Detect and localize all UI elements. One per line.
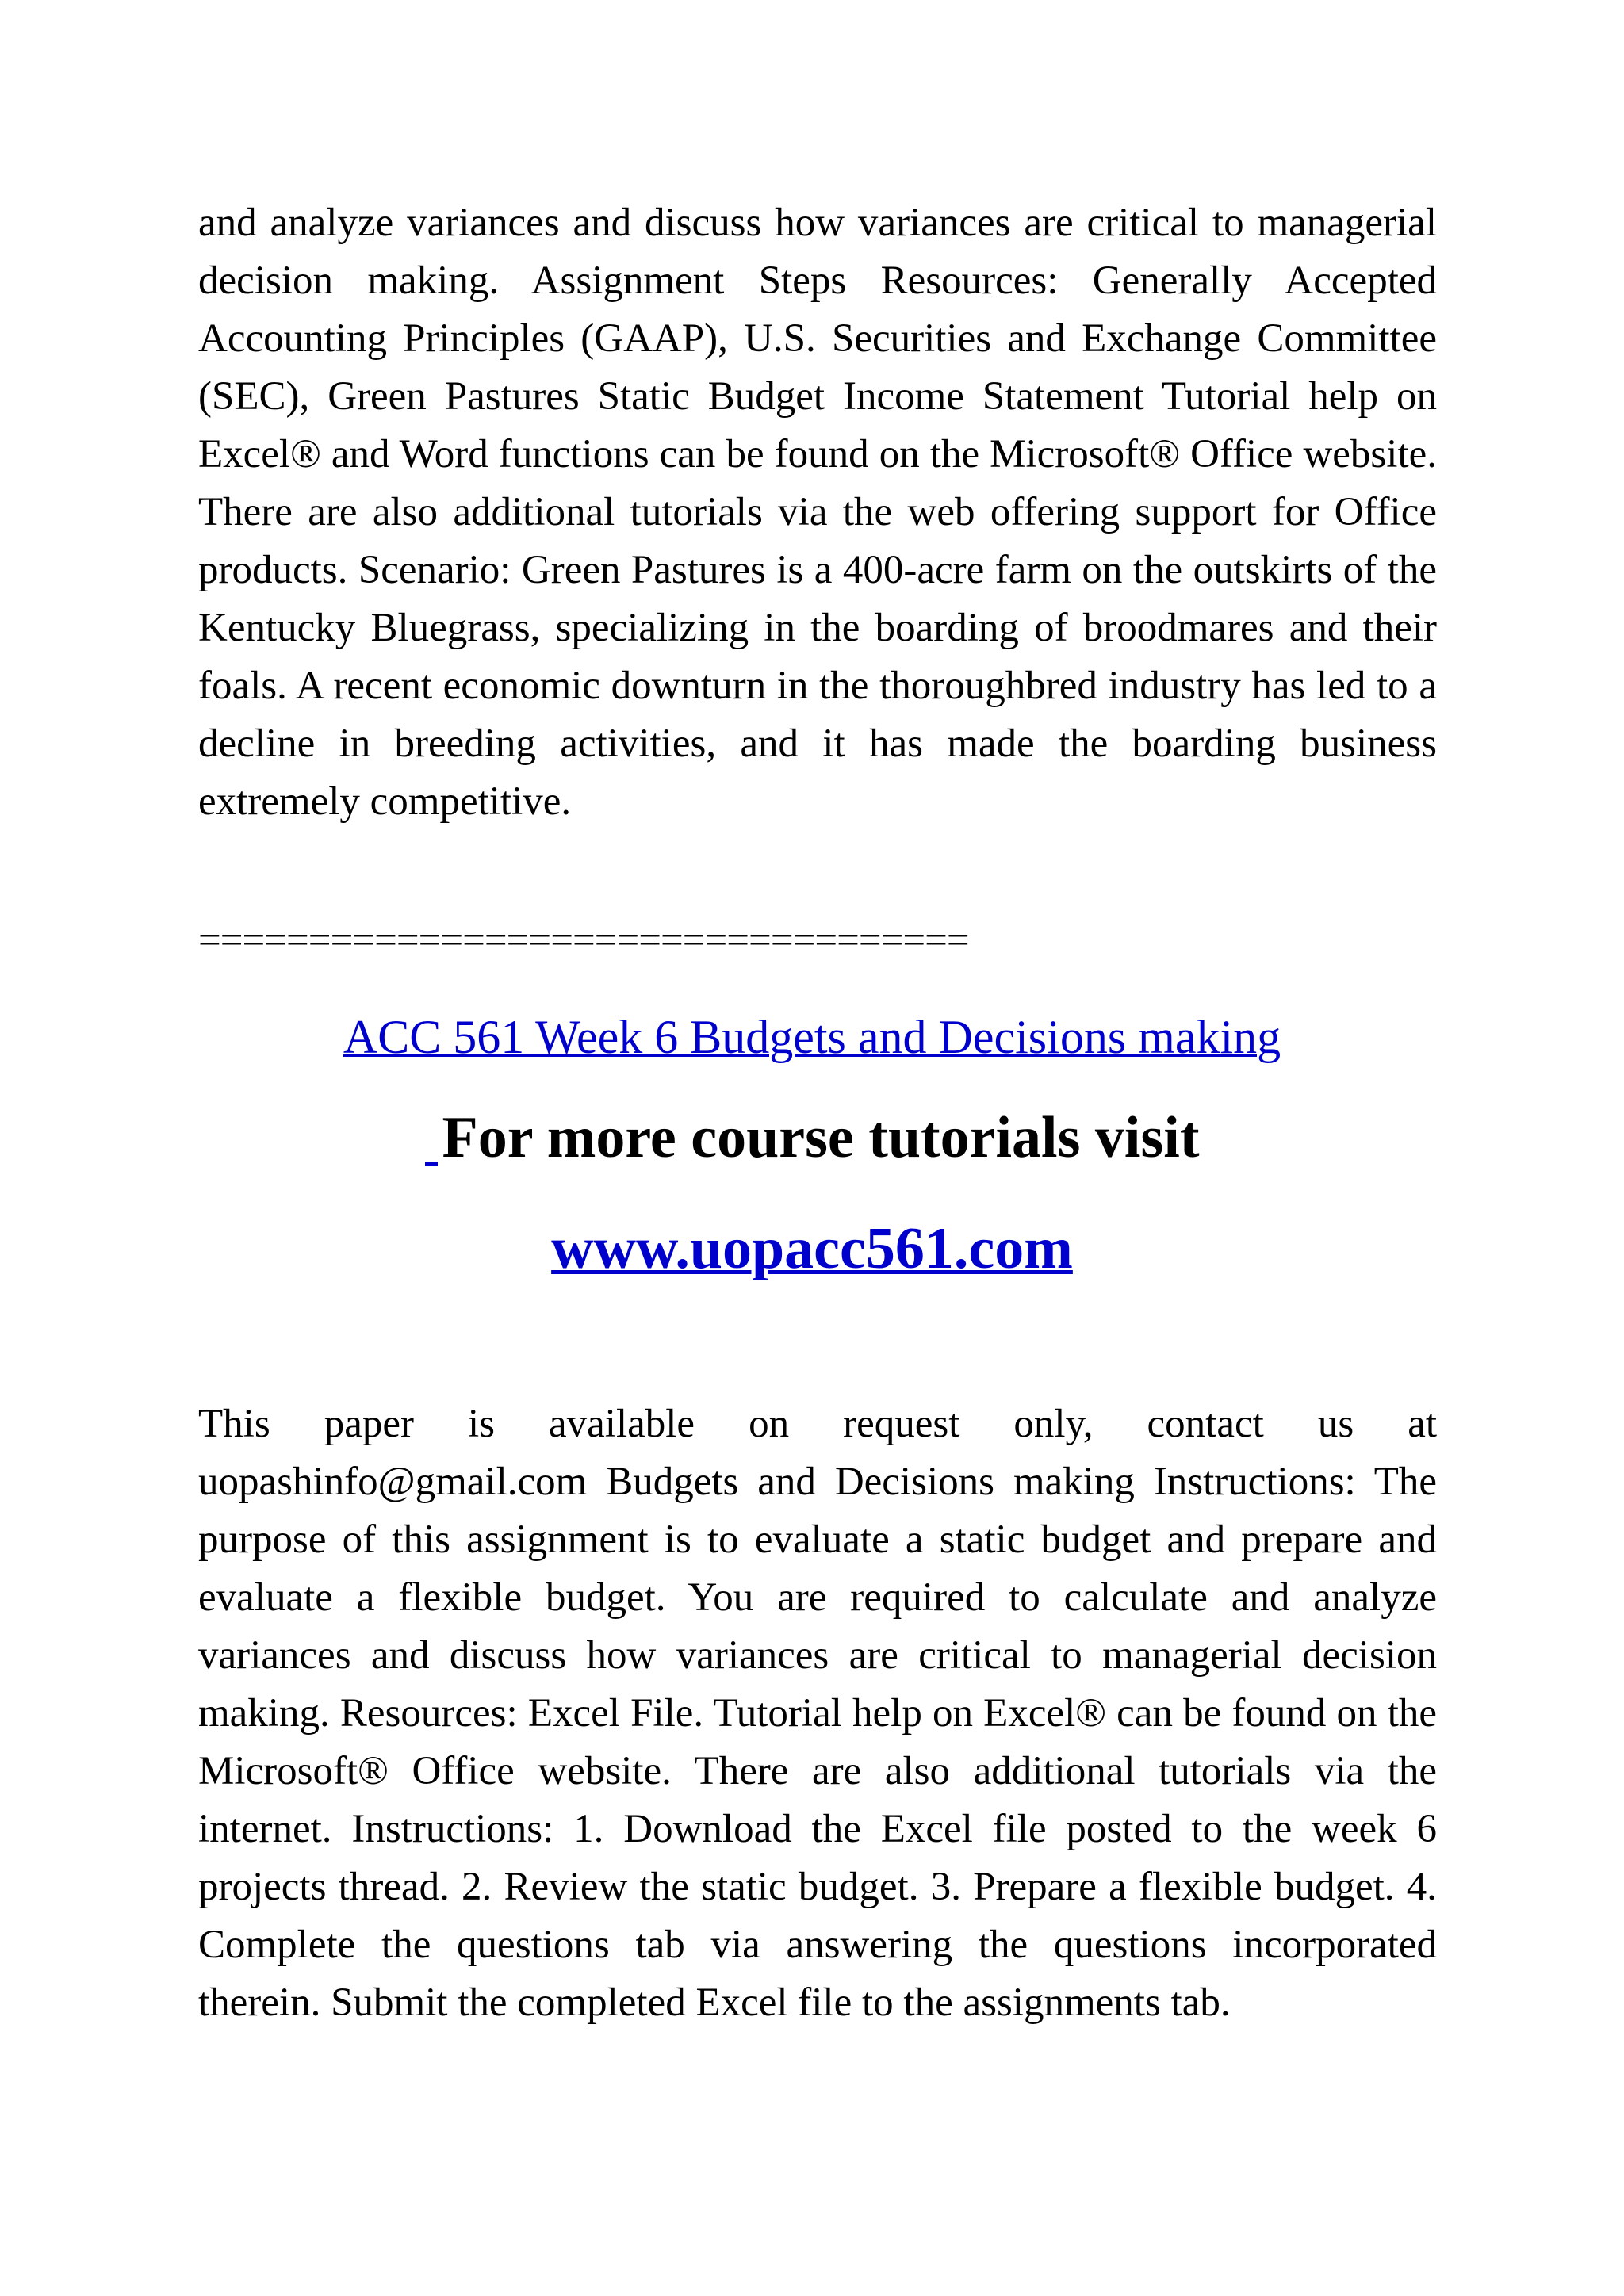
instructions-paragraph: This paper is available on request only, contact us at uopashinfo@gmail.com Budgets and Decisions making Instructions: The purpose of this assignment is to evaluate a static budget and prepare and evaluate a flexible budget. You are required to calculate and analyze variances and discuss how variances are critical to managerial decision making. Resources: Excel File. Tutorial help on Excel® can be found on the Microsoft® Office website. There are also additional tutorials via the internet. Instructions: 1. Download the Excel file posted to the week 6 projects thread. 2. Review the static budget. 3. Prepare a flexible budget. 4. Complete the questions tab via answering the questions incorporated therein. Submit the completed Excel file to the assignments tab. — [198, 1402, 1437, 2025]
course-title-link[interactable]: ACC 561 Week 6 Budgets and Decisions making — [343, 1011, 1281, 1063]
tutorials-heading-row — [0, 1102, 1624, 1173]
intro-paragraph: and analyze variances and discuss how variances are critical to managerial decision making. Assignment Steps Resources: Generally Accepted Accounting Principles (GAAP), U.S. Securities and Exchange Committee (SEC), Green Pastures Static Budget Income Statement Tutorial help on Excel® and Word functions can be found on the Microsoft® Office website. There are also additional tutorials via the web offering support for Office products. Scenario: Green Pastures is a 400-acre farm on the outskirts of the Kentucky Bluegrass, specializing in the boarding of broodmares and their foals. A recent economic downturn in the thoroughbred industry has led to a decline in breeding activities, and it has made the boarding business extremely competitive. — [198, 201, 1437, 824]
separator-line: =================================== — [198, 918, 969, 962]
website-link[interactable]: www.uopacc561.com — [551, 1216, 1073, 1281]
course-link-row — [0, 1005, 1624, 1069]
tutorials-heading: For more course tutorials visit — [442, 1105, 1200, 1170]
site-link-row — [0, 1213, 1624, 1284]
link-underscore-mark[interactable] — [425, 1162, 438, 1166]
